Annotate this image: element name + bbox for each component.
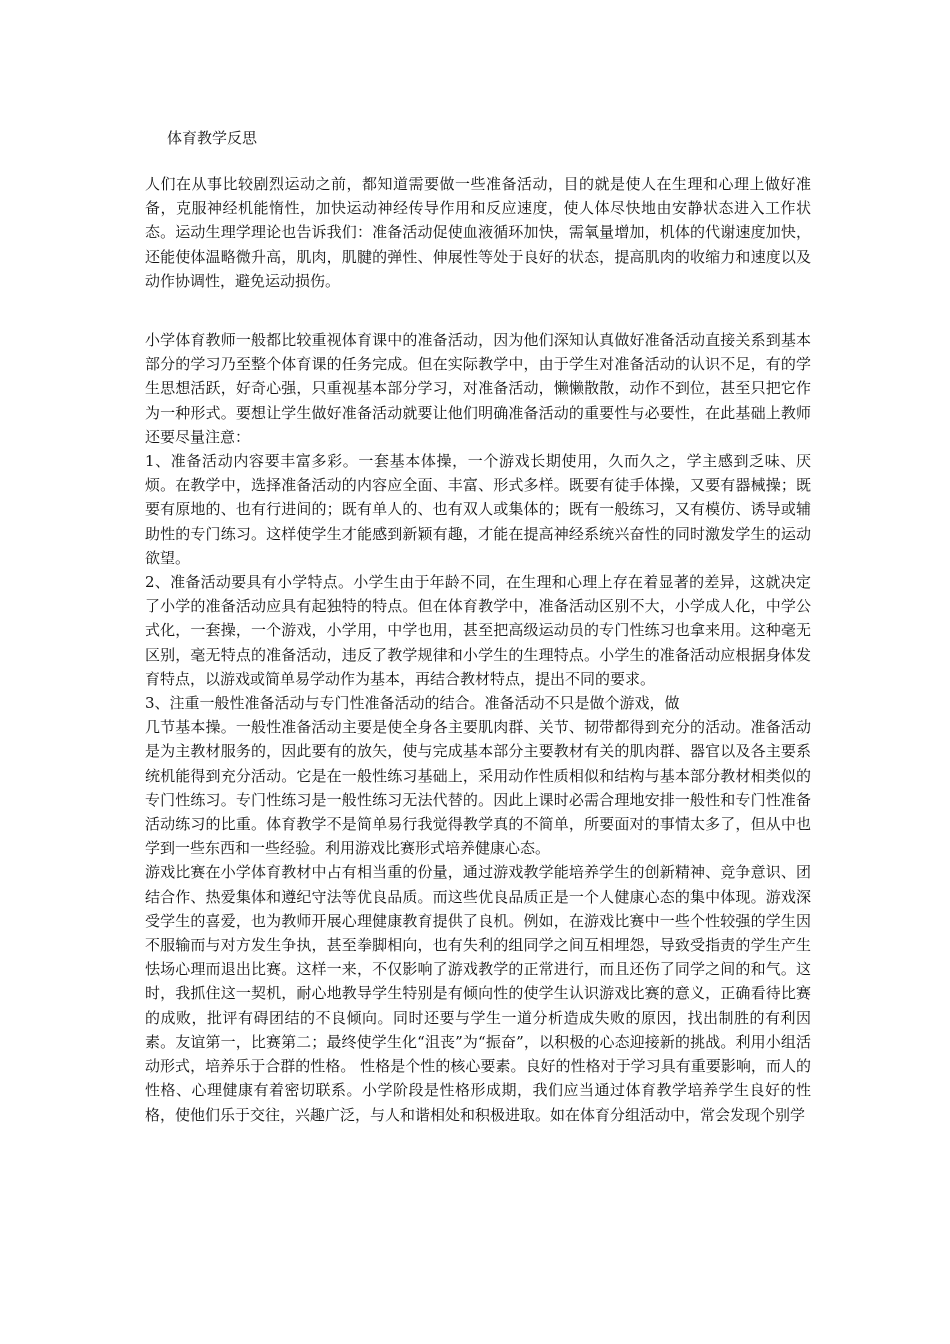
document-title: 体育教学反思 — [167, 129, 258, 147]
paragraph-preparation-importance: 小学体育教师一般都比较重视体育课中的准备活动，因为他们深知认真做好准备活动直接关系到基本部分的学习乃至整个体育课的任务完成。但在实际教学中，由于学生对准备活动的认识不足，有的学生思想活跃，好奇心强，只重视基本部分学习，对准备活动，懒懒散散，动作不到位，甚至只把它作为一种形式。要想让学生做好准备活动就要让他们明确准备活动的重要性与必要性，在此基础上教师还要尽量注意： — [145, 331, 811, 446]
main-text-block — [145, 328, 811, 1127]
paragraph-point-3-continued: 几节基本操。一般性准备活动主要是使全身各主要肌肉群、关节、韧带都得到充分的活动。准备活动是为主教材服务的，因此要有的放矢，使与完成基本部分主要教材有关的肌肉群、器官以及各主要系统机能得到充分活动。它是在一般性练习基础上，采用动作性质相似和结构与基本部分教材相类似的专门性练习。专门性练习是一般性练习无法代替的。因此上课时必需合理地安排一般性和专门性准备活动练习的比重。体育教学不是简单易行我觉得教学真的不简单，所要面对的事情太多了，但从中也 学到一些东西和一些经验。利用游戏比赛形式培养健康心态。 — [145, 718, 811, 858]
paragraph-point-1: 1、准备活动内容要丰富多彩。一套基本体操，一个游戏长期使用，久而久之，学主感到乏味、厌烦。在教学中，选择准备活动的内容应全面、丰富、形式多样。既要有徒手体操，又要有器械操；既要有原地的、也有行进间的；既有单人的、也有双人或集体的；既有一般练习，又有模仿、诱导或辅助性的专门练习。这样使学生才能感到新颖有趣，才能在提高神经系统兴奋性的同时激发学生的运动欲望。 — [145, 452, 811, 567]
paragraph-game-competition: 游戏比赛在小学体育教材中占有相当重的份量，通过游戏教学能培养学生的创新精神、竞争意识、团结合作、热爱集体和遵纪守法等优良品质。而这些优良品质正是一个人健康心态的集中体现。游戏深受学生的喜爱，也为教师开展心理健康教育提供了良机。例如，在游戏比赛中一些个性较强的学生因不服输而与对方发生争执，甚至拳脚相向，也有失利的组同学之间互相埋怨，导致受指责的学生产生怯场心理而退出比赛。这样一来，不仅影响了游戏教学的正常进行，而且还伤了同学之间的和气。这时，我抓住这一契机，耐心地教导学生特别是有倾向性的使学生认识游戏比赛的意义，正确看待比赛的成败，批评有碍团结的不良倾向。同时还要与学生一道分析造成失败的原因，找出制胜的有利因素。友谊第一，比赛第二；最终使学生化“沮丧”为“振奋”，以积极的心态迎接新的挑战。利用小组活动形式，培养乐于合群的性格。 性格是个性的核心要素。良好的性格对于学习具有重要影响，而人的性格、心理健康有着密切联系。小学阶段是性格形成期，我们应当通过体育教学培养学生良好的性格，使他们乐于交往，兴趣广泛，与人和谐相处和积极进取。如在体育分组活动中，常会发现个别学 — [145, 863, 811, 1124]
intro-paragraph-block — [145, 172, 811, 293]
paragraph-point-3: 3、注重一般性准备活动与专门性准备活动的结合。准备活动不只是做个游戏，做 — [145, 694, 680, 713]
intro-paragraph: 人们在从事比较剧烈运动之前，都知道需要做一些准备活动，目的就是使人在生理和心理上做好准备，克服神经机能惰性，加快运动神经传导作用和反应速度，使人体尽快地由安静状态进入工作状态。运动生理学理论也告诉我们：准备活动促使血液循环加快，需氧量增加，机体的代谢速度加快，还能使体温略微升高，肌肉，肌腱的弹性、伸展性等处于良好的状态，提高肌肉的收缩力和速度以及动作协调性，避免运动损伤。 — [145, 175, 811, 290]
paragraph-point-2: 2、准备活动要具有小学特点。小学生由于年龄不同，在生理和心理上存在着显著的差异，这就决定了小学的准备活动应具有起独特的特点。但在体育教学中，准备活动区别不大，小学成人化，中学公式化，一套操，一个游戏，小学用，中学也用，甚至把高级运动员的专门性练习也拿来用。这种毫无区别，毫无特点的准备活动，违反了教学规律和小学生的生理特点。小学生的准备活动应根据身体发育特点，以游戏或简单易学动作为基本，再结合教材特点，提出不同的要求。 — [145, 573, 811, 688]
